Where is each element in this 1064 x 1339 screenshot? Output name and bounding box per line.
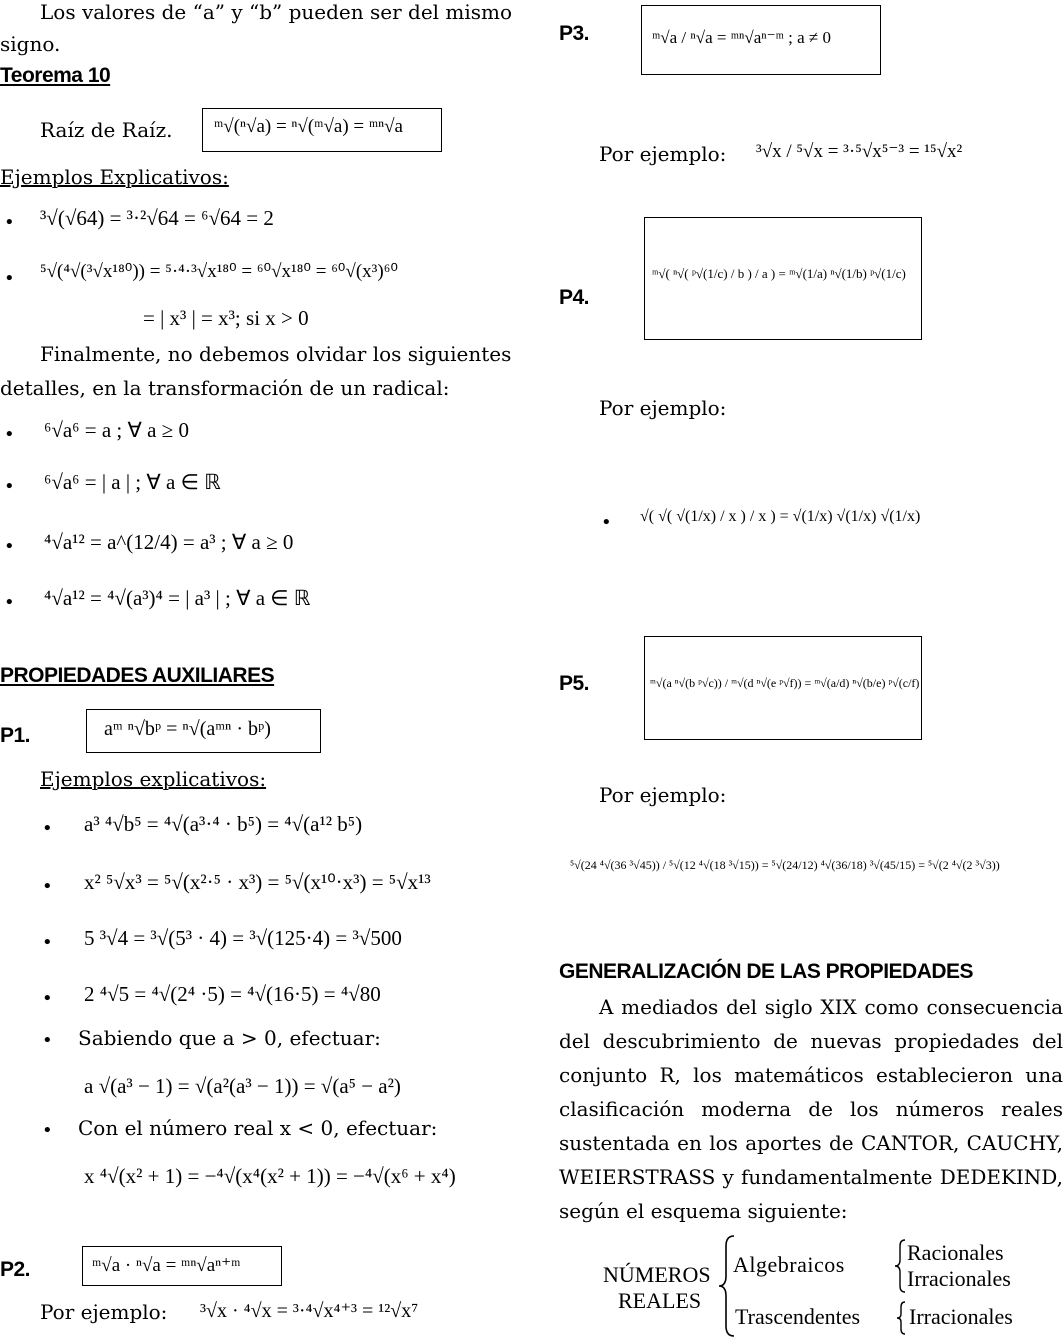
detail-1: ⁶√a⁶ = a ; ∀ a ≥ 0 [44,418,189,442]
scheme-root-line-2: REALES [618,1288,702,1313]
scheme-algebraic: Algebraicos [733,1252,845,1277]
generalization-text: A mediados del siglo XIX como consecuencia del descubrimiento de nuevas propiedades del conjunto R, los matemáticos establecieron una clasificación moderna de los números reales sustentada en los aportes de CANTOR, CAUCHY, WEIERSTRASS y fundamentalmente DEDEKIND, según el esquema siguiente: [559,995,1063,1223]
bullet: • [42,818,53,839]
p1-example-5-text: Sabiendo que a > 0, efectuar: [78,1026,381,1050]
p1-example-5-formula: a √(a³ − 1) = √(a²(a³ − 1)) = √(a⁵ − a²) [84,1074,401,1098]
p3-example-label: Por ejemplo: [599,142,727,166]
p5-example: ⁵√(24 ⁴√(36 ³√45)) / ⁵√(12 ⁴√(18 ³√15)) = ⁵√(24/12) ⁴√(36/18) ³√(45/15) = ⁵√(2 ⁴√(2 ³√3)) [570,858,1000,872]
detail-3: ⁴√a¹² = a^(12/4) = a³ ; ∀ a ≥ 0 [44,530,294,554]
bullet: • [4,592,15,613]
brace-transcendental [894,1300,908,1336]
example-1: ³√(√64) = ³·²√64 = ⁶√64 = 2 [40,206,274,230]
p2-example-label: Por ejemplo: [40,1300,168,1324]
scheme-irrational-2: Irracionales [909,1304,1013,1329]
scheme-rational: Racionales [907,1240,1004,1265]
examples-title: Ejemplos Explicativos: [0,165,229,189]
p5-formula: ᵐ√(a ⁿ√(b ᵖ√c)) / ᵐ√(d ⁿ√(e ᵖ√f)) = ᵐ√(a/d) ⁿ√(b/e) ᵖ√(c/f) [650,676,920,690]
intro-line-1: Los valores de “a” y “b” pueden ser del mismo [40,0,513,24]
p4-label: P4. [559,286,590,309]
p5-label: P5. [559,672,590,695]
p1-example-3: 5 ³√4 = ³√(5³ · 4) = ³√(125·4) = ³√500 [84,926,402,950]
p3-label: P3. [559,22,590,45]
scheme-root-line-1: NÚMEROS [603,1262,711,1287]
scheme-transcendental: Trascendentes [735,1304,861,1329]
bullet: • [42,1030,53,1051]
bullet: • [601,512,612,533]
bullet: • [4,536,15,557]
example-2: ⁵√(⁴√(³√x¹⁸⁰)) = ⁵·⁴·³√x¹⁸⁰ = ⁶⁰√x¹⁸⁰ = ⁶⁰√(x³)⁶⁰ [40,261,398,282]
p4-formula: ᵐ√( ⁿ√( ᵖ√(1/c) / b ) / a ) = ᵐ√(1/a) ⁿ√(1/b) ᵖ√(1/c) [652,266,906,281]
generalization-paragraph [559,990,1063,1228]
intro-line-2: signo. [0,32,61,56]
p5-example-label: Por ejemplo: [599,783,727,807]
p1-example-4: 2 ⁴√5 = ⁴√(2⁴ ·5) = ⁴√(16·5) = ⁴√80 [84,982,381,1006]
theorem-title: Teorema 10 [0,64,111,87]
p1-label: P1. [0,724,31,747]
p2-formula: ᵐ√a · ⁿ√a = ᵐⁿ√aⁿ⁺ᵐ [92,1255,241,1276]
p4-example-label: Por ejemplo: [599,396,727,420]
p2-example: ³√x · ⁴√x = ³·⁴√x⁴⁺³ = ¹²√x⁷ [200,1300,419,1322]
bullet: • [42,876,53,897]
p1-example-6-text: Con el número real x < 0, efectuar: [78,1116,438,1140]
bullet: • [42,932,53,953]
auxiliary-properties-title: PROPIEDADES AUXILIARES [0,664,275,687]
example-2-continued: = | x³ | = x³; si x > 0 [143,306,309,330]
theorem-name: Raíz de Raíz. [40,118,173,142]
bullet: • [42,988,53,1009]
p4-example: √( √( √(1/x) / x ) / x ) = √(1/x) √(1/x) √(1/x) [640,508,921,525]
bullet: • [4,268,15,289]
brace-algebraic [892,1238,908,1294]
scheme-irrational-1: Irracionales [907,1266,1011,1291]
p1-example-2: x² ⁵√x³ = ⁵√(x²·⁵ · x³) = ⁵√(x¹⁰·x³) = ⁵√x¹³ [84,870,431,894]
detail-2: ⁶√a⁶ = | a | ; ∀ a ∈ ℝ [44,470,221,494]
p1-examples-title: Ejemplos explicativos: [40,767,267,791]
final-line-2: detalles, en la transformación de un radical: [0,376,450,400]
p3-formula: ᵐ√a / ⁿ√a = ᵐⁿ√aⁿ⁻ᵐ ; a ≠ 0 [652,28,831,47]
theorem-formula: ᵐ√(ⁿ√a) = ⁿ√(ᵐ√a) = ᵐⁿ√a [214,116,403,137]
detail-4: ⁴√a¹² = ⁴√(a³)⁴ = | a³ | ; ∀ a ∈ ℝ [44,586,311,610]
bullet: • [4,424,15,445]
generalization-title: GENERALIZACIÓN DE LAS PROPIEDADES [559,960,974,983]
bullet: • [42,1120,53,1141]
p1-formula: aᵐ ⁿ√bᵖ = ⁿ√(aᵐⁿ · bᵖ) [104,718,271,740]
bullet: • [4,212,15,233]
final-line-1: Finalmente, no debemos olvidar los siguientes [40,342,512,366]
p2-label: P2. [0,1258,31,1281]
bullet: • [4,476,15,497]
p1-example-6-formula: x ⁴√(x² + 1) = −⁴√(x⁴(x² + 1)) = −⁴√(x⁶ + x⁴) [84,1164,456,1188]
p1-example-1: a³ ⁴√b⁵ = ⁴√(a³·⁴ · b⁵) = ⁴√(a¹² b⁵) [84,812,363,836]
p3-example: ³√x / ⁵√x = ³·⁵√x⁵⁻³ = ¹⁵√x² [756,141,963,162]
